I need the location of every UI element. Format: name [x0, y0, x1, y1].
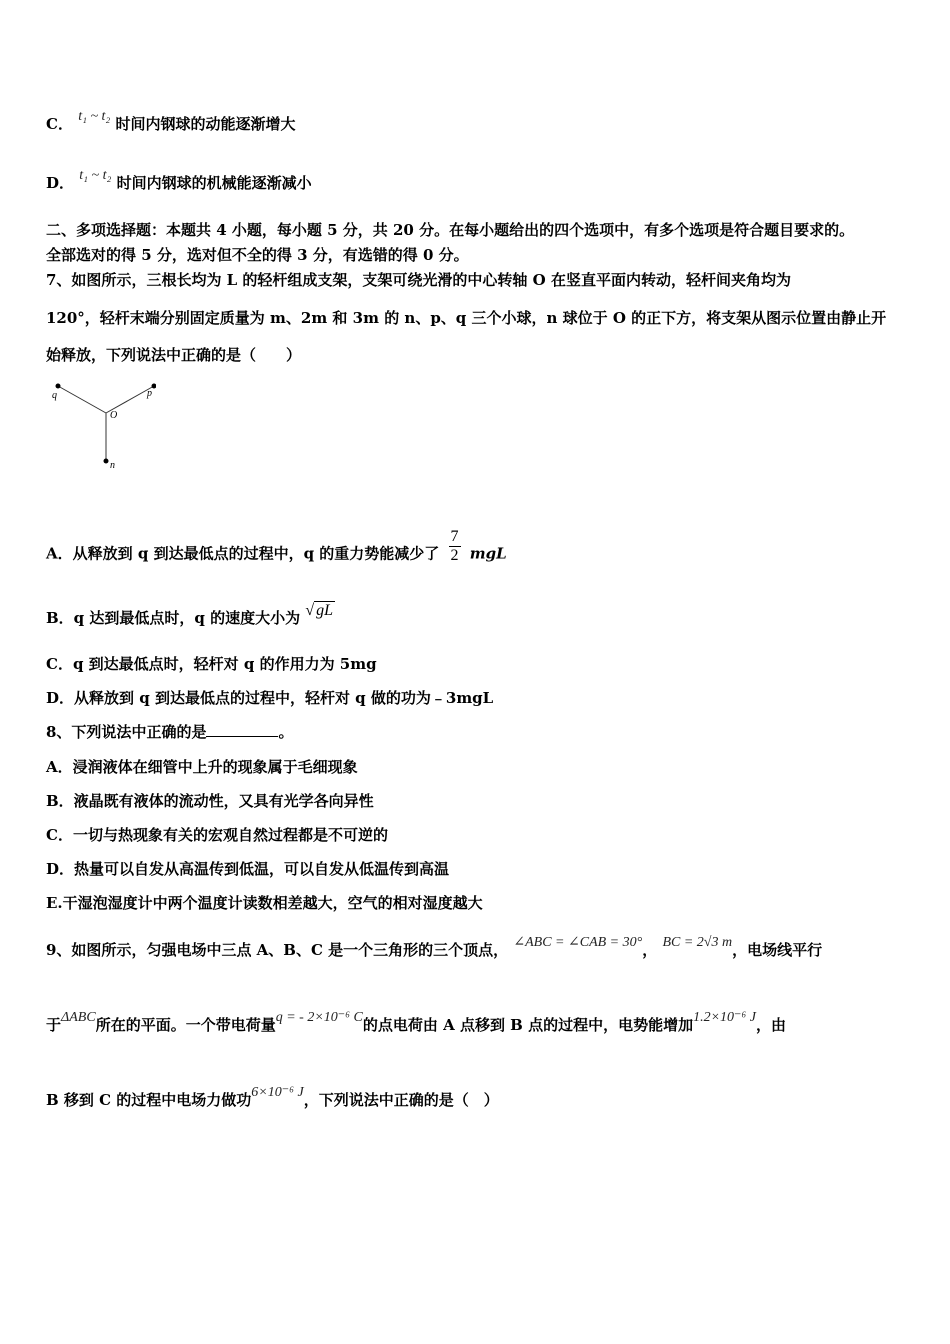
q9-line1: 9、如图所示，匀强电场中三点 A、B、C 是一个三角形的三个顶点， ∠ABC = ∠CAB = 30°， BC = 2√3 m，电场线平行: [46, 935, 823, 959]
q7-option-b: B．q 达到最低点时，q 的速度大小为 √ gL: [46, 602, 334, 627]
answer-blank: [206, 722, 278, 737]
q6-option-c: C． t₁ ~ t₂ 时间内钢球的动能逐渐增大: [46, 109, 296, 133]
q6-d-math: t₁ ~ t₂: [79, 168, 112, 183]
q8-option-d: D．热量可以自发从高温传到低温，可以自发从低温传到高温: [46, 860, 450, 878]
ball-n: [104, 459, 109, 464]
q6-c-math: t₁ ~ t₂: [78, 109, 111, 124]
q8-stem: 8、下列说法中正确的是 。: [46, 723, 294, 741]
q8-option-e: E.干湿泡湿度计中两个温度计读数相差越大，空气的相对湿度越大: [46, 894, 483, 912]
charge-expression: q = - 2×10⁻⁶ C: [275, 1010, 363, 1025]
q8-option-a: A．浸润液体在细管中上升的现象属于毛细现象: [46, 758, 358, 776]
q7-stem-line2: 120°，轻杆末端分别固定质量为 m、2m 和 3m 的 n、p、q 三个小球，n 球位于 O 的正下方，将支架从图示位置由静止开: [46, 309, 887, 327]
q7-diagram: [46, 378, 156, 473]
q7-option-a: A．从释放到 q 到达最低点的过程中，q 的重力势能减少了 $\frac{7}{2}$ mgL: [46, 528, 507, 564]
label-p: p: [147, 388, 152, 399]
label-q: q: [52, 390, 57, 401]
work-expression: 6×10⁻⁶ J: [251, 1085, 304, 1100]
label-o: O: [110, 410, 118, 421]
fraction: $\frac{7}{2}$: [450, 528, 459, 564]
q7-option-c: C．q 到达最低点时，轻杆对 q 的作用力为 5mg: [46, 655, 377, 673]
q9-line2: 于ΔABC所在的平面。一个带电荷量q = - 2×10⁻⁶ C的点电荷由 A 点移到 B 点的过程中，电势能增加1.2×10⁻⁶ J，由: [46, 1010, 787, 1034]
q7-option-d: D．从释放到 q 到达最低点的过程中，轻杆对 q 做的功为﹣3mgL: [46, 689, 494, 707]
ball-p: [152, 384, 157, 389]
rod-q: [58, 386, 106, 413]
sqrt-expression: √ gL: [305, 602, 334, 619]
q8-option-b: B．液晶既有液体的流动性，又具有光学各向异性: [46, 792, 374, 810]
q9-line3: B 移到 C 的过程中电场力做功6×10⁻⁶ J，下列说法中正确的是（ ）: [46, 1085, 499, 1109]
section2-line2: 全部选对的得 5 分，选对但不全的得 3 分，有选错的得 0 分。: [46, 246, 469, 264]
q6-option-d: D． t₁ ~ t₂ 时间内钢球的机械能逐渐减小: [46, 168, 312, 192]
section2-line1: 二、多项选择题：本题共 4 小题，每小题 5 分，共 20 分。在每小题给出的四个选项中，有多个选项是符合题目要求的。: [46, 221, 855, 239]
label-n: n: [110, 460, 115, 471]
ball-q: [56, 384, 61, 389]
q7-stem-line3: 始释放，下列说法中正确的是（ ）: [46, 346, 302, 364]
q8-option-c: C．一切与热现象有关的宏观自然过程都是不可逆的: [46, 826, 388, 844]
q7-stem-line1: 7、如图所示，三根长均为 L 的轻杆组成支架，支架可绕光滑的中心转轴 O 在竖直平面内转动，轻杆间夹角均为: [46, 271, 791, 289]
angle-expression: ∠ABC = ∠CAB = 30°: [513, 935, 643, 950]
bc-length-expression: BC = 2√3 m: [662, 935, 733, 950]
energy-expression: 1.2×10⁻⁶ J: [693, 1010, 756, 1025]
triangle-expression: ΔABC: [61, 1010, 96, 1025]
